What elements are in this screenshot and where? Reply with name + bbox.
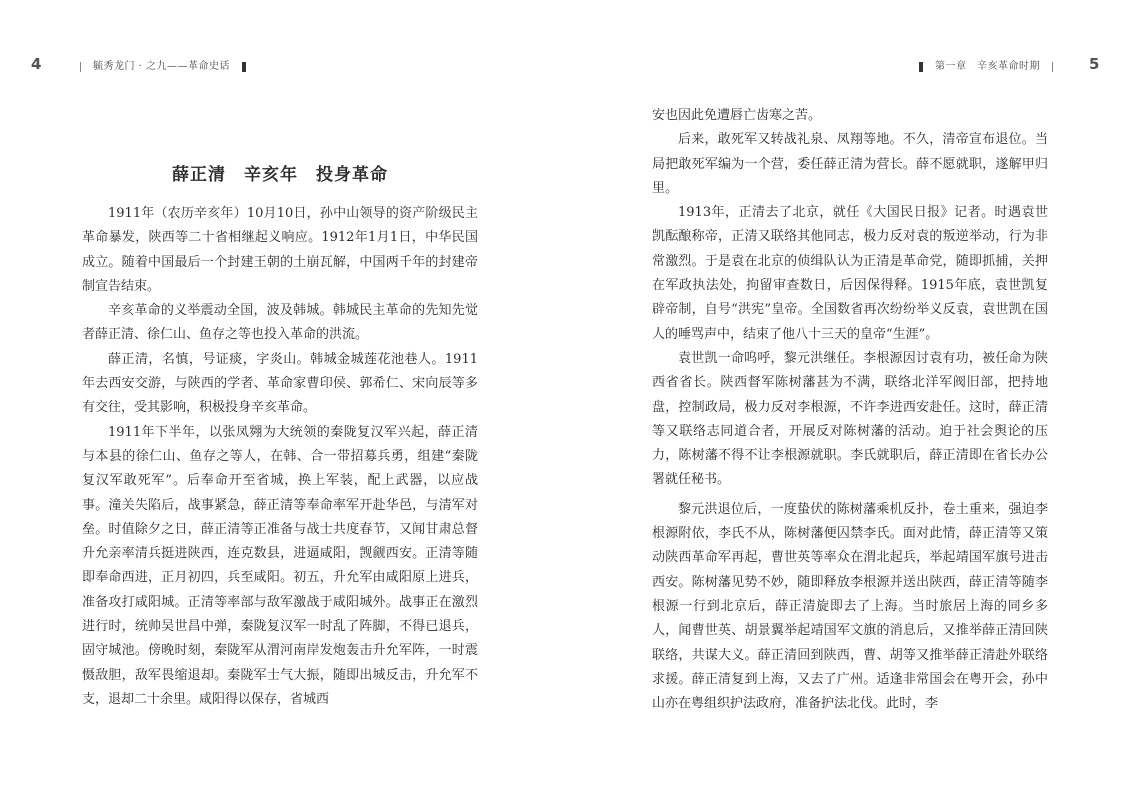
page-number-right: 5 — [1089, 55, 1100, 73]
divider — [80, 62, 81, 72]
page-number-left: 4 — [31, 55, 42, 73]
right-page-body — [652, 104, 1048, 716]
paragraph: 袁世凯一命呜呼，黎元洪继任。李根源因讨袁有功，被任命为陕西省省长。陕西督军陈树藩甚为不满，联络北洋军阀旧部，把持地盘，控制政局，极力反对李根源，不许李进西安赴任。这时，薛正清等又联络志同道合者，开展反对陈树藩的活动。迫于社会舆论的压力，陈树藩不得不让李根源就职。李氏就职后，薛正清即在省长办公署就任秘书。 — [652, 350, 1048, 488]
paragraph: 薛正清，名慎，号证痰，字炎山。韩城金城莲花池巷人。1911年去西安交游，与陕西的学者、革命家曹印侯、郭希仁、宋向辰等多有交往，受其影响，积极投身辛亥革命。 — [82, 351, 478, 416]
chapter-title: 薛正清 辛亥年 投身革命 — [172, 165, 388, 185]
running-head-right — [919, 57, 1053, 72]
divider — [242, 62, 246, 72]
paragraph: 1913年，正清去了北京，就任《大国民日报》记者。时遇袁世凯酝酿称帝，正清又联络其他同志，极力反对袁的叛逆举动，行为非常激烈。于是袁在北京的侦缉队认为正清是革命党，随即抓捕，关押在军政执法处，拘留审查数日，后因保得释。1915年底，袁世凯复辟帝制，自号“洪宪”皇帝。全国数省再次纷纷举义反袁，袁世凯在国人的唾骂声中，结束了他八十三天的皇帝“生涯”。 — [652, 205, 1048, 342]
divider — [1052, 62, 1053, 72]
paragraph: 后来，敢死军又转战礼泉、凤翔等地。不久，清帝宣布退位。当局把敢死军编为一个营，委任薛正清为营长。薛不愿就职，遂解甲归里。 — [652, 132, 1048, 196]
running-head-left-text: 毓秀龙门 · 之九——革命史话 — [93, 61, 231, 72]
divider — [919, 62, 923, 72]
paragraph: 安也因此免遭唇亡齿寒之苦。 — [652, 108, 822, 123]
paragraph: 1911年（农历辛亥年）10月10日，孙中山领导的资产阶级民主革命暴发，陕西等二十省相继起义响应。1912年1月1日，中华民国成立。随着中国最后一个封建王朝的土崩瓦解，中国两千年的封建帝制宣告结束。 — [82, 206, 478, 294]
paragraph: 辛亥革命的义举震动全国，波及韩城。韩城民主革命的先知先觉者薛正清、徐仁山、鱼存之等也投入革命的洪流。 — [82, 303, 478, 343]
left-page-body — [82, 202, 478, 712]
paragraph: 1911年下半年，以张凤翙为大统领的秦陇复汉军兴起，薛正清与本县的徐仁山、鱼存之等人，在韩、合一带招募兵勇，组建“秦陇复汉军敢死军”。后奉命开至省城，换上军装，配上武器，以应战事。潼关失陷后，战事紧急，薛正清等奉命率军开赴华邑，与清军对垒。时值除夕之日，薛正清等正准备与战士共度春节，又闻甘肃总督升允亲率清兵挺进陕西，连克数县，进逼咸阳，觊觎西安。正清等随即奉命西进，正月初四，兵至咸阳。初五，升允军由咸阳原上进兵，准备攻打咸阳城。正清等率部与敌军激战于咸阳城外。战事正在激烈进行时，统帅吴世昌中弹，秦陇复汉军一时乱了阵脚，不得已退兵，固守城池。傍晚时刻，秦陇军从渭河南岸发炮轰击升允军阵，一时震慑敌胆，敌军畏缩退却。秦陇军士气大振，随即出城反击，升允军不支，退却二十余里。咸阳得以保存，省城西 — [82, 424, 478, 707]
paragraph: 黎元洪退位后，一度蛰伏的陈树藩乘机反扑，卷土重来，强迫李根源附依，李氏不从，陈树藩便囚禁李氏。面对此情，薛正清等又策动陕西革命军再起，曹世英等率众在渭北起兵，举起靖国军旗号进击西安。陈树藩见势不妙，随即释放李根源并送出陕西，薛正清等随李根源一行到北京后，薛正清旋即去了上海。当时旅居上海的同乡多人，闻曹世英、胡景翼举起靖国军文旗的消息后，又推举薛正清回陕联络，共谋大义。薛正清回到陕西，曹、胡等又推举薛正清赴外联络求援。薛正清复到上海，又去了广州。适逢非常国会在粤开会，孙中山亦在粤组织护法政府，准备护法北伐。此时，李 — [652, 501, 1048, 712]
running-head-left — [80, 57, 246, 72]
running-head-right-text: 第一章 辛亥革命时期 — [935, 61, 1040, 72]
